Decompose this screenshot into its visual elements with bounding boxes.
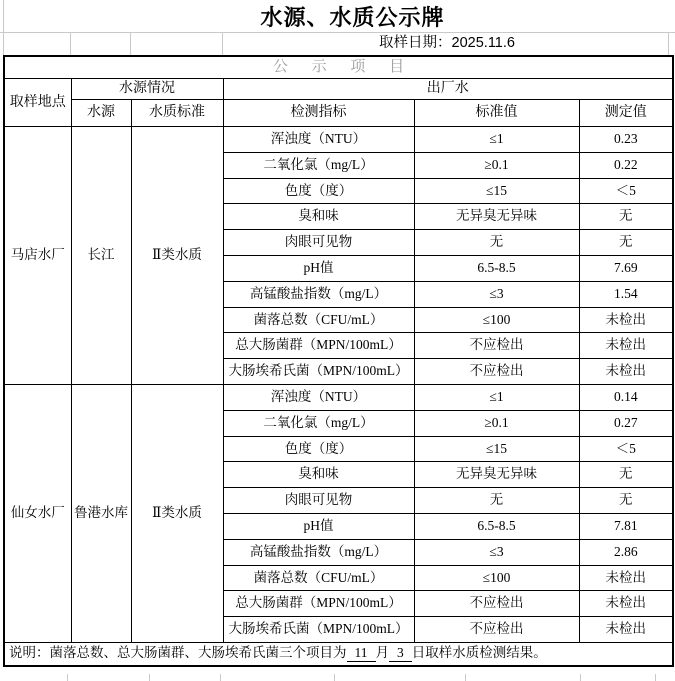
- gridline: [220, 674, 221, 681]
- measured-cell: 7.81: [579, 513, 673, 539]
- indicator-cell: 肉眼可见物: [223, 230, 414, 256]
- measured-cell: 7.69: [579, 255, 673, 281]
- gridline: [149, 674, 150, 681]
- note-cell: [4, 642, 673, 666]
- gridline: [130, 32, 131, 55]
- plant-name: 仙女水厂: [4, 384, 71, 642]
- indicator-cell: 臭和味: [223, 204, 414, 230]
- header-finished-water: 出厂水: [223, 79, 673, 100]
- page-title: 水源、水质公示牌: [260, 5, 445, 30]
- table-row: [4, 127, 673, 153]
- standard-cell: ≤100: [414, 307, 579, 333]
- note-day-blank: 3: [389, 646, 412, 662]
- gridline: [334, 674, 335, 681]
- table-row: [4, 56, 673, 79]
- measured-cell: 未检出: [579, 565, 673, 591]
- standard-cell: ≥0.1: [414, 410, 579, 436]
- measured-cell: 0.27: [579, 410, 673, 436]
- standard-cell: 不应检出: [414, 617, 579, 643]
- indicator-cell: 二氧化氯（mg/L）: [223, 410, 414, 436]
- measured-cell: 0.23: [579, 127, 673, 153]
- gridline: [67, 674, 68, 681]
- indicator-cell: 菌落总数（CFU/mL）: [223, 565, 414, 591]
- gridline: [580, 674, 581, 681]
- standard-cell: 无异臭无异味: [414, 204, 579, 230]
- standard-cell: ≤1: [414, 127, 579, 153]
- plant-standard: Ⅱ类水质: [131, 127, 223, 385]
- note-month-blank: 11: [347, 646, 376, 662]
- indicator-cell: pH值: [223, 255, 414, 281]
- standard-cell: 6.5-8.5: [414, 513, 579, 539]
- standard-cell: 无异臭无异味: [414, 462, 579, 488]
- indicator-cell: 臭和味: [223, 462, 414, 488]
- indicator-cell: pH值: [223, 513, 414, 539]
- measured-cell: 未检出: [579, 307, 673, 333]
- measured-cell: ＜5: [579, 178, 673, 204]
- indicator-cell: 浑浊度（NTU）: [223, 384, 414, 410]
- standard-cell: ≥0.1: [414, 152, 579, 178]
- measured-cell: 未检出: [579, 359, 673, 385]
- standard-cell: 不应检出: [414, 333, 579, 359]
- measured-cell: 无: [579, 204, 673, 230]
- standard-cell: ≤15: [414, 178, 579, 204]
- measured-cell: 未检出: [579, 591, 673, 617]
- note-prefix: 说明：菌落总数、总大肠菌群、大肠埃希氏菌三个项目为: [9, 645, 347, 661]
- standard-cell: 无: [414, 488, 579, 514]
- measured-cell: ＜5: [579, 436, 673, 462]
- table-row: [4, 79, 673, 100]
- header-standard-value: 标准值: [414, 100, 579, 127]
- measured-cell: 1.54: [579, 281, 673, 307]
- standard-cell: 不应检出: [414, 359, 579, 385]
- indicator-cell: 高锰酸盐指数（mg/L）: [223, 281, 414, 307]
- indicator-cell: 肉眼可见物: [223, 488, 414, 514]
- water-quality-table: [3, 55, 674, 667]
- indicator-cell: 菌落总数（CFU/mL）: [223, 307, 414, 333]
- indicator-cell: 浑浊度（NTU）: [223, 127, 414, 153]
- standard-cell: 无: [414, 230, 579, 256]
- header-indicator: 检测指标: [223, 100, 414, 127]
- gridline: [465, 674, 466, 681]
- indicator-cell: 总大肠菌群（MPN/100mL）: [223, 591, 414, 617]
- sample-date: 取样日期：2025.11.6: [379, 35, 515, 51]
- table-row: [4, 384, 673, 410]
- measured-cell: 未检出: [579, 333, 673, 359]
- measured-cell: 0.22: [579, 152, 673, 178]
- indicator-cell: 大肠埃希氏菌（MPN/100mL）: [223, 359, 414, 385]
- indicator-cell: 二氧化氯（mg/L）: [223, 152, 414, 178]
- standard-cell: 6.5-8.5: [414, 255, 579, 281]
- measured-cell: 未检出: [579, 617, 673, 643]
- measured-cell: 无: [579, 462, 673, 488]
- header-quality-standard: 水质标准: [131, 100, 223, 127]
- table-row: [4, 100, 673, 127]
- standard-cell: ≤3: [414, 281, 579, 307]
- table-row: [4, 642, 673, 666]
- note-month-unit: 月: [375, 645, 389, 661]
- header-source-group: 水源情况: [71, 79, 223, 100]
- plant-name: 马店水厂: [4, 127, 71, 385]
- standard-cell: ≤100: [414, 565, 579, 591]
- header-measured-value: 测定值: [579, 100, 673, 127]
- plant-source: 鲁港水库: [71, 384, 131, 642]
- indicator-cell: 色度（度）: [223, 178, 414, 204]
- banner-public-items: 公 示 项 目: [4, 56, 673, 79]
- standard-cell: ≤15: [414, 436, 579, 462]
- gridline: [70, 32, 71, 55]
- plant-source: 长江: [71, 127, 131, 385]
- standard-cell: 不应检出: [414, 591, 579, 617]
- gridline: [3, 0, 4, 55]
- indicator-cell: 总大肠菌群（MPN/100mL）: [223, 333, 414, 359]
- indicator-cell: 色度（度）: [223, 436, 414, 462]
- gridline: [655, 674, 656, 681]
- header-source: 水源: [71, 100, 131, 127]
- note-day-unit: 日取样水质检测结果。: [411, 645, 547, 661]
- measured-cell: 0.14: [579, 384, 673, 410]
- indicator-cell: 大肠埃希氏菌（MPN/100mL）: [223, 617, 414, 643]
- standard-cell: ≤1: [414, 384, 579, 410]
- plant-standard: Ⅱ类水质: [131, 384, 223, 642]
- header-location: 取样地点: [4, 79, 71, 127]
- measured-cell: 2.86: [579, 539, 673, 565]
- measured-cell: 无: [579, 488, 673, 514]
- indicator-cell: 高锰酸盐指数（mg/L）: [223, 539, 414, 565]
- standard-cell: ≤3: [414, 539, 579, 565]
- measured-cell: 无: [579, 230, 673, 256]
